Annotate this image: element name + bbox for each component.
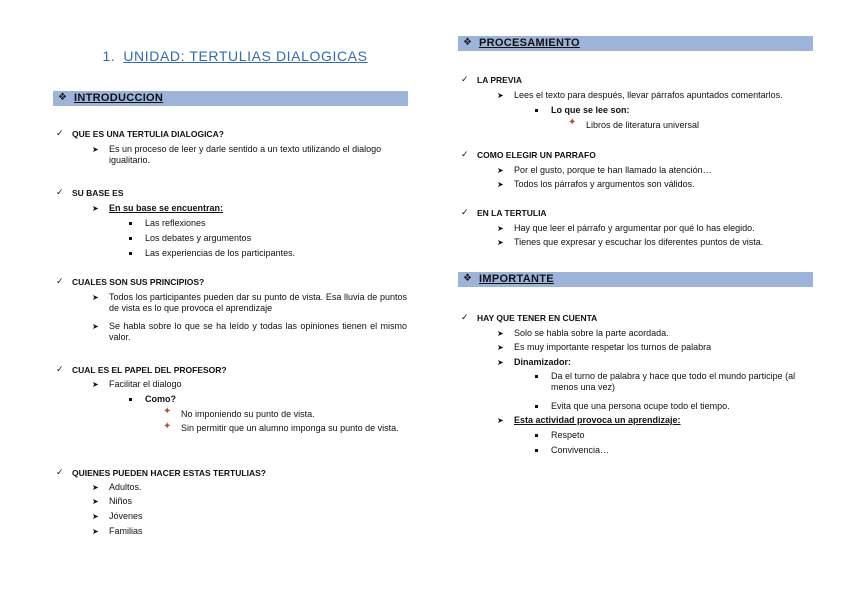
arrow-bullet-icon: ➤ [497, 166, 504, 175]
square-bullet-icon [535, 405, 538, 408]
question-heading: CUALES SON SUS PRINCIPIOS? [72, 277, 205, 287]
list-item: Niños [109, 496, 133, 506]
square-bullet-icon [129, 237, 132, 240]
check-icon: ✓ [56, 187, 64, 197]
diamond-bullet-icon: ❖ [58, 92, 67, 103]
page-title [90, 48, 380, 64]
check-icon: ✓ [56, 364, 64, 374]
list-item: Familias [109, 526, 143, 536]
arrow-bullet-icon: ➤ [497, 91, 504, 100]
answer-text: Hay que leer el párrafo y argumentar por qué lo has elegido. [514, 223, 755, 233]
square-bullet-icon [535, 375, 538, 378]
arrow-bullet-icon: ➤ [497, 329, 504, 338]
section-title: IMPORTANTE [479, 273, 554, 285]
arrow-bullet-icon: ➤ [92, 293, 99, 302]
square-bullet-icon [535, 449, 538, 452]
star-bullet-icon: ✦ [163, 421, 172, 432]
square-bullet-icon [535, 434, 538, 437]
arrow-bullet-icon: ➤ [497, 343, 504, 352]
list-item: Las experiencias de los participantes. [145, 248, 296, 258]
square-bullet-icon [129, 398, 132, 401]
check-icon: ✓ [56, 276, 64, 286]
list-item: Los debates y argumentos [145, 233, 252, 243]
arrow-bullet-icon: ➤ [497, 180, 504, 189]
check-icon: ✓ [56, 128, 64, 138]
arrow-bullet-icon: ➤ [497, 416, 504, 425]
arrow-bullet-icon: ➤ [92, 380, 99, 389]
sub-heading: Dinamizador: [514, 357, 572, 367]
sub-heading: Lo que se lee son: [551, 105, 630, 115]
principle-text: Se habla sobre lo que se ha leído y todas las opiniones tienen el mismo valor. [109, 321, 407, 342]
title-text: UNIDAD: TERTULIAS DIALOGICAS [123, 48, 368, 64]
square-bullet-icon [129, 222, 132, 225]
arrow-bullet-icon: ➤ [92, 145, 99, 154]
diamond-bullet-icon: ❖ [463, 37, 472, 48]
list-item: Sin permitir que un alumno imponga su punto de vista. [181, 423, 399, 433]
answer-text: Facilitar el dialogo [109, 379, 182, 389]
list-item: Da el turno de palabra y hace que todo el mundo participe (al menos una vez) [551, 371, 796, 392]
question-heading: COMO ELEGIR UN PARRAFO [477, 150, 596, 160]
list-item: Libros de literatura universal [586, 120, 700, 130]
list-item: No imponiendo su punto de vista. [181, 409, 315, 419]
arrow-bullet-icon: ➤ [92, 322, 99, 331]
section-band-introduccion [53, 91, 408, 106]
sub-heading: Esta actividad provoca un aprendizaje: [514, 415, 681, 425]
principle-text: Todos los participantes pueden dar su punto de vista. Esa lluvia de puntos de vista es lo que provoca el aprendizaje [109, 292, 407, 313]
sub-heading: Como? [145, 394, 176, 404]
arrow-bullet-icon: ➤ [92, 483, 99, 492]
question-heading: QUE ES UNA TERTULIA DIALOGICA? [72, 129, 224, 139]
list-item: Evita que una persona ocupe todo el tiempo. [551, 401, 730, 411]
arrow-bullet-icon: ➤ [497, 224, 504, 233]
question-heading: HAY QUE TENER EN CUENTA [477, 313, 598, 323]
answer-text: Por el gusto, porque te han llamado la atención… [514, 165, 712, 175]
section-title: INTRODUCCION [74, 92, 164, 104]
check-icon: ✓ [56, 467, 64, 477]
answer-text: Es muy importante respetar los turnos de palabra [514, 342, 712, 352]
sub-heading: En su base se encuentran: [109, 203, 224, 213]
answer-text: Solo se habla sobre la parte acordada. [514, 328, 669, 338]
arrow-bullet-icon: ➤ [92, 512, 99, 521]
answer-text: Es un proceso de leer y darle sentido a un texto utilizando el dialogo igualitario. [109, 144, 382, 165]
question-heading: CUAL ES EL PAPEL DEL PROFESOR? [72, 365, 227, 375]
star-bullet-icon: ✦ [163, 406, 172, 417]
check-icon: ✓ [461, 312, 469, 322]
question-heading: SU BASE ES [72, 188, 124, 198]
check-icon: ✓ [461, 207, 469, 217]
arrow-bullet-icon: ➤ [92, 204, 99, 213]
list-item: Adultos. [109, 482, 142, 492]
answer-text: Tienes que expresar y escuchar los diferentes puntos de vista. [514, 237, 764, 247]
square-bullet-icon [129, 252, 132, 255]
list-item: Respeto [551, 430, 585, 440]
diamond-bullet-icon: ❖ [463, 273, 472, 284]
list-item: Jóvenes [109, 511, 143, 521]
section-title: PROCESAMIENTO [479, 37, 580, 49]
square-bullet-icon [535, 109, 538, 112]
list-item: Convivencia… [551, 445, 610, 455]
answer-text: Lees el texto para después, llevar párrafos apuntados comentarlos. [514, 90, 783, 100]
section-band-importante [458, 272, 813, 287]
list-item: Las reflexiones [145, 218, 206, 228]
answer-text: Todos los párrafos y argumentos son válidos. [514, 179, 695, 189]
question-heading: QUIENES PUEDEN HACER ESTAS TERTULIAS? [72, 468, 266, 478]
check-icon: ✓ [461, 74, 469, 84]
arrow-bullet-icon: ➤ [497, 238, 504, 247]
title-number: 1. [102, 48, 116, 64]
arrow-bullet-icon: ➤ [497, 358, 504, 367]
question-heading: EN LA TERTULIA [477, 208, 547, 218]
section-band-procesamiento [458, 36, 813, 51]
question-heading: LA PREVIA [477, 75, 523, 85]
star-bullet-icon: ✦ [568, 117, 577, 128]
arrow-bullet-icon: ➤ [92, 497, 99, 506]
arrow-bullet-icon: ➤ [92, 527, 99, 536]
check-icon: ✓ [461, 149, 469, 159]
